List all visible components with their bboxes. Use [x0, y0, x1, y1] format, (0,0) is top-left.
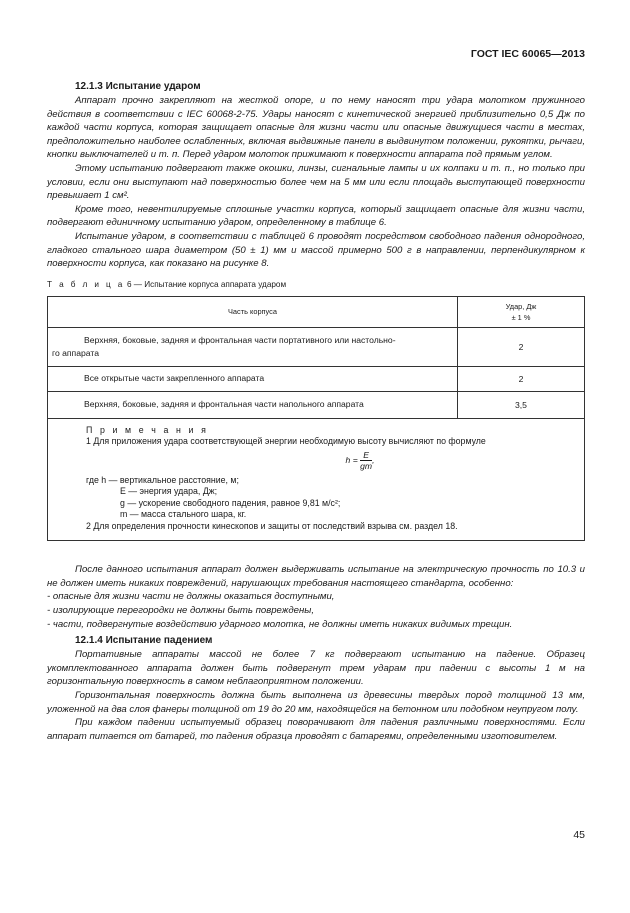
- page-number: 45: [573, 829, 585, 841]
- list-item: - опасные для жизни части не должны оказаться доступными,: [47, 591, 335, 603]
- formula-definitions: [86, 475, 574, 521]
- paragraph: После данного испытания аппарат должен выдерживать испытание на электрическую прочность по 10.3 и не должен иметь никаких повреждений, нарушающих требования настоящего стандарта, особенно:: [47, 564, 585, 589]
- note-1: 1 Для приложения удара соответствующей энергии необходимую высоту вычисляют по формуле: [86, 436, 486, 447]
- definition-g: g — ускорение свободного падения, равное 9,81 м/с²;: [120, 497, 341, 508]
- notes-title: П р и м е ч а н и я: [86, 424, 209, 435]
- paragraph: При каждом падении испытуемый образец поворачивают для падения различными поверхностями. Если аппарат питается от батарей, то падения образца проводят с батареями, определенными изготовителем.: [47, 717, 585, 742]
- page-content: [47, 80, 585, 743]
- paragraph: Портативные аппараты массой не более 7 кг подвергают испытанию на падение. Образец укомплектованного аппарата должен быть подвергнут трем ударам при падении с высоты 1 м на горизонтальную поверхность в самом неблагоприятном положении.: [47, 649, 585, 688]
- table-header-row: [48, 296, 585, 327]
- impact-table: [47, 296, 585, 542]
- cell-text: Верхняя, боковые, задняя и фронтальная части портативного или настольно-: [84, 335, 396, 346]
- table-caption: [47, 280, 585, 289]
- table-cell-value: 2: [458, 327, 585, 366]
- table-cell-part: [48, 391, 458, 418]
- formula-lhs: h =: [345, 454, 358, 465]
- table-cell-part: [48, 327, 458, 366]
- section-title-12-1-3: 12.1.3 Испытание ударом: [75, 81, 201, 92]
- table-caption-prefix: Т а б л и ц а: [47, 279, 125, 289]
- paragraph: Кроме того, невентилируемые сплошные участки корпуса, который защищает опасные для жизни части, подвергают единичному испытанию ударом, определенному в таблице 6.: [47, 203, 585, 229]
- table-cell-value: 3,5: [458, 391, 585, 418]
- table-notes-row: [48, 418, 585, 541]
- paragraph: Горизонтальная поверхность должна быть выполнена из древесины твердых пород толщиной 13 мм, уложенной на два слоя фанеры толщиной от 19 до 20 мм, находящейся на бетонном или подобном неупругом полу.: [47, 689, 585, 715]
- table-row: [48, 391, 585, 418]
- definition-m: m — масса стального шара, кг.: [120, 509, 247, 520]
- list-item: - изолирующие перегородки не должны быть повреждены,: [47, 605, 315, 616]
- cell-text: го аппарата: [52, 347, 99, 358]
- post-test-requirements: [47, 563, 585, 631]
- cell-text: Верхняя, боковые, задняя и фронтальная части напольного аппарата: [84, 399, 364, 410]
- table-row: [48, 327, 585, 366]
- column-header-part: Часть корпуса: [48, 296, 458, 327]
- definition-e: E — энергия удара, Дж;: [120, 486, 218, 497]
- formula-numerator: E: [360, 450, 372, 461]
- table-notes: [48, 418, 585, 541]
- height-formula: [146, 450, 574, 471]
- section-title-12-1-4: 12.1.4 Испытание падением: [75, 635, 213, 647]
- definition-h: где h — вертикальное расстояние, м;: [86, 474, 239, 485]
- paragraph: Испытание ударом, в соответствии с таблицей 6 проводят посредством свободного падения однородного, гладкого стального шара диаметром (50 ± 1) мм и массой примерно 500 г в направлении, перпендикулярном к поверхности корпуса, как показано на рисунке 8.: [47, 230, 585, 270]
- paragraph: Аппарат прочно закрепляют на жесткой опоре, и по нему наносят три удара молотком пружинного действия в соответствии с IEC 60068-2-75. Удары наносят с кинетической энергией приблизительно 0,5 Дж по каждой части корпуса, которая защищает опасные для жизни части или опасные движущиеся части в местах, предположительно наиболее ослабленных, включая выдвижные панели в выдвинутом положении, рукоятки, рычаги, кнопки выключателей и т. п. Перед ударом молоток прижимают к поверхности аппарата под прямым углом.: [47, 95, 585, 161]
- formula-denominator: gm: [360, 460, 373, 471]
- note-2: 2 Для определения прочности кинескопов и защиты от последствий взрыва см. раздел 18.: [86, 520, 458, 531]
- list-item: - части, подвергнутые воздействию ударного молотка, не должны иметь никаких видимых трещин.: [47, 618, 513, 630]
- cell-text: Все открытые части закрепленного аппарата: [84, 373, 265, 384]
- table-cell-part: [48, 366, 458, 391]
- formula-tail: ,: [372, 454, 375, 465]
- table-cell-value: 2: [458, 366, 585, 391]
- column-header-impact: [458, 296, 585, 327]
- table-caption-text: 6 — Испытание корпуса аппарата ударом: [126, 279, 287, 289]
- paragraph: Этому испытанию подвергают также окошки, линзы, сигнальные лампы и их колпаки и т. п., но только при условии, если они выступают над поверхностью более чем на 5 мм или если площадь выступающей поверхности превышает 1 см².: [47, 162, 585, 202]
- table-row: [48, 366, 585, 391]
- column-header-impact-line2: ± 1 %: [511, 312, 531, 322]
- column-header-impact-line1: Удар, Дж: [505, 301, 537, 311]
- formula-fraction: [360, 449, 375, 471]
- document-header: ГОСТ IEC 60065—2013: [470, 48, 585, 60]
